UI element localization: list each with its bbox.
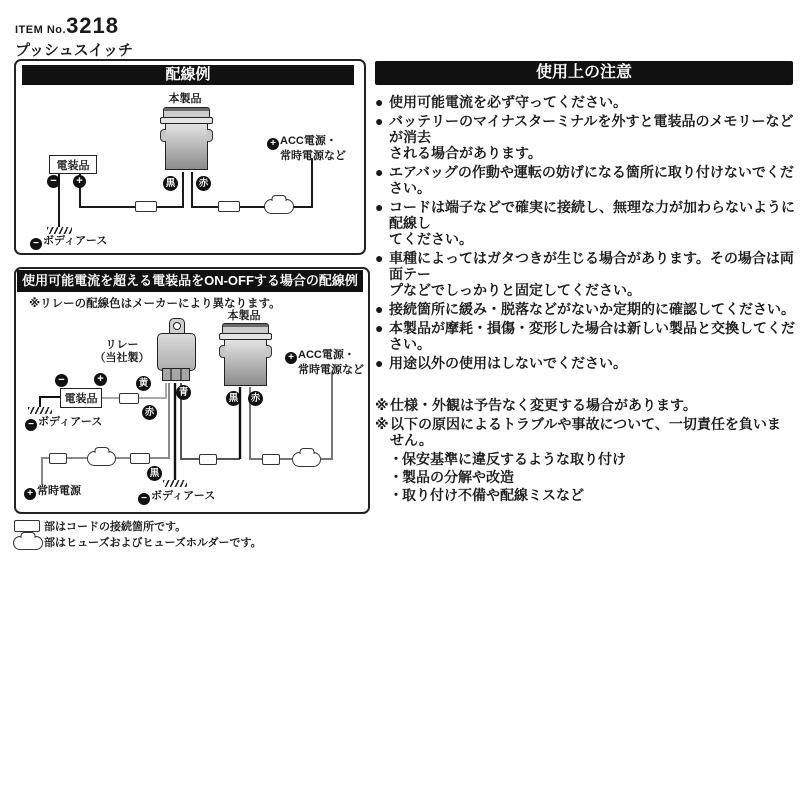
- device-box: 電装品: [49, 155, 97, 174]
- bullet-icon: ●: [375, 94, 384, 110]
- bullet-icon: ●: [375, 355, 384, 371]
- precaution-text: 接続箇所に緩み・脱落などがないか定期的に確認してください。: [389, 301, 795, 317]
- connector-symbol: [262, 454, 280, 465]
- ground-symbol: [28, 407, 52, 414]
- connector-symbol: [119, 393, 139, 404]
- switch-body: [165, 123, 208, 170]
- wiring-example-box: [14, 59, 366, 255]
- switch-body: [224, 339, 267, 386]
- relay-body: [157, 333, 196, 371]
- minus-icon: −: [138, 493, 150, 505]
- relay-label: リレー （当社製）: [94, 339, 150, 364]
- relay-illustration: [157, 318, 197, 382]
- bullet-icon: ●: [375, 113, 384, 129]
- precaution-item: [375, 164, 799, 196]
- fuse-holder-symbol: [264, 199, 294, 214]
- asterisk-icon: ※: [375, 397, 389, 413]
- push-switch-illustration: [160, 107, 214, 170]
- note-item: [375, 416, 799, 448]
- sub-item: [389, 451, 799, 468]
- product-name: プッシュスイッチ: [15, 42, 134, 59]
- sub-item-text: 製品の分解や改造: [402, 469, 514, 485]
- notes-list: [375, 397, 799, 448]
- wiring-example-title: 配線例: [22, 65, 354, 85]
- precaution-text: 車種によってはガタつきが生じる場合があります。その場合は両面テー プなどでしっかりと固定してください。: [389, 250, 794, 298]
- black-wire-badge: 黒: [147, 466, 162, 481]
- note-text: 仕様・外観は予告なく変更する場合があります。: [390, 397, 697, 413]
- relay-wiring-title: 使用可能電流を超える電装品をON-OFFする場合の配線例: [17, 270, 363, 292]
- minus-badge: −: [47, 175, 60, 188]
- note-item: [375, 397, 799, 413]
- minus-icon: −: [30, 238, 42, 250]
- relay-color-note: ※リレーの配線色はメーカーにより異なります。: [29, 298, 281, 310]
- connector-symbol: [130, 453, 150, 464]
- bullet-icon: ●: [375, 320, 384, 336]
- sub-item: [389, 469, 799, 486]
- fuse-holder-symbol: [292, 452, 321, 467]
- minus-icon: −: [25, 419, 37, 431]
- dot-icon: ・: [389, 469, 403, 485]
- precaution-item: [375, 94, 799, 110]
- minus-badge: −: [55, 374, 68, 387]
- fuse-holder-symbol: [13, 536, 43, 550]
- note-text: 以下の原因によるトラブルや事故について、一切責任を負いま せん。: [390, 416, 781, 448]
- connector-symbol: [14, 520, 40, 532]
- precaution-item: [375, 113, 799, 161]
- red-wire-badge: 赤: [196, 176, 211, 191]
- connector-symbol: [199, 454, 217, 465]
- header: [15, 13, 133, 60]
- acc-power-label: + ACC電源・ 常時電源など: [267, 135, 346, 163]
- blue-wire-badge: 青: [176, 385, 191, 400]
- sub-item-text: 保安基準に違反するような取り付け: [402, 451, 626, 467]
- product-label: 本製品: [227, 310, 261, 322]
- precautions-list: [375, 94, 799, 371]
- product-label: 本製品: [168, 93, 202, 105]
- red-wire-badge: 赤: [142, 405, 157, 420]
- precaution-item: [375, 355, 799, 371]
- bullet-icon: ●: [375, 199, 384, 215]
- plus-badge: +: [73, 175, 86, 188]
- legend-fuse-text: 部はヒューズおよびヒューズホルダーです。: [44, 537, 262, 549]
- item-no-label: ITEM No.: [15, 24, 67, 36]
- liability-sub-list: [375, 451, 799, 504]
- item-number: 3218: [66, 13, 120, 38]
- precautions-section: [375, 61, 799, 505]
- bullet-icon: ●: [375, 164, 384, 180]
- body-earth-label: − ボディアース: [25, 416, 102, 431]
- precaution-item: [375, 250, 799, 298]
- plus-icon: +: [24, 488, 36, 500]
- precaution-text: バッテリーのマイナスターミナルを外すと電装品のメモリーなどが消去 される場合があります。: [389, 113, 794, 161]
- fuse-holder-symbol: [87, 451, 116, 466]
- legend-connector-text: 部はコードの接続箇所です。: [44, 521, 187, 533]
- acc-power-label: + ACC電源・ 常時電源など: [285, 349, 364, 377]
- connector-symbol: [218, 201, 240, 212]
- precaution-text: コードは端子などで確実に接続し、無理な力が加わらないように配線し てください。: [389, 199, 795, 247]
- bullet-icon: ●: [375, 301, 384, 317]
- device-box: 電装品: [60, 388, 102, 408]
- precaution-text: 使用可能電流を必ず守ってください。: [389, 94, 627, 110]
- relay-terminals: [162, 368, 190, 381]
- connector-symbol: [135, 201, 157, 212]
- sub-item: [389, 487, 799, 504]
- plus-badge: +: [94, 373, 107, 386]
- constant-power-label: + 常時電源: [24, 485, 81, 500]
- precautions-title: 使用上の注意: [375, 61, 793, 85]
- body-earth-label: − ボディアース: [138, 490, 215, 505]
- push-switch-illustration: [219, 323, 273, 386]
- plus-icon: +: [267, 138, 279, 150]
- bullet-icon: ●: [375, 250, 384, 266]
- ground-symbol: [163, 480, 187, 487]
- precaution-text: 用途以外の使用はしないでください。: [389, 355, 627, 371]
- relay-mount-hole: [173, 322, 181, 330]
- ground-symbol: [47, 227, 72, 234]
- precaution-text: 本製品が摩耗・損傷・変形した場合は新しい製品と交換してください。: [389, 320, 795, 352]
- sub-item-text: 取り付け不備や配線ミスなど: [402, 487, 584, 503]
- dot-icon: ・: [389, 451, 403, 467]
- precaution-item: [375, 301, 799, 317]
- body-earth-label: − ボディアース: [30, 235, 107, 250]
- connector-symbol: [49, 453, 67, 464]
- black-wire-badge: 黒: [163, 176, 178, 191]
- red-wire-badge: 赤: [248, 391, 263, 406]
- dot-icon: ・: [389, 487, 403, 503]
- black-wire-badge: 黒: [226, 391, 241, 406]
- asterisk-icon: ※: [375, 416, 389, 432]
- precaution-item: [375, 320, 799, 352]
- precaution-item: [375, 199, 799, 247]
- yellow-wire-badge: 黄: [136, 376, 151, 391]
- plus-icon: +: [285, 352, 297, 364]
- precaution-text: エアバッグの作動や運転の妨げになる箇所に取り付けないでください。: [389, 164, 794, 196]
- relay-wiring-example-box: [14, 267, 370, 514]
